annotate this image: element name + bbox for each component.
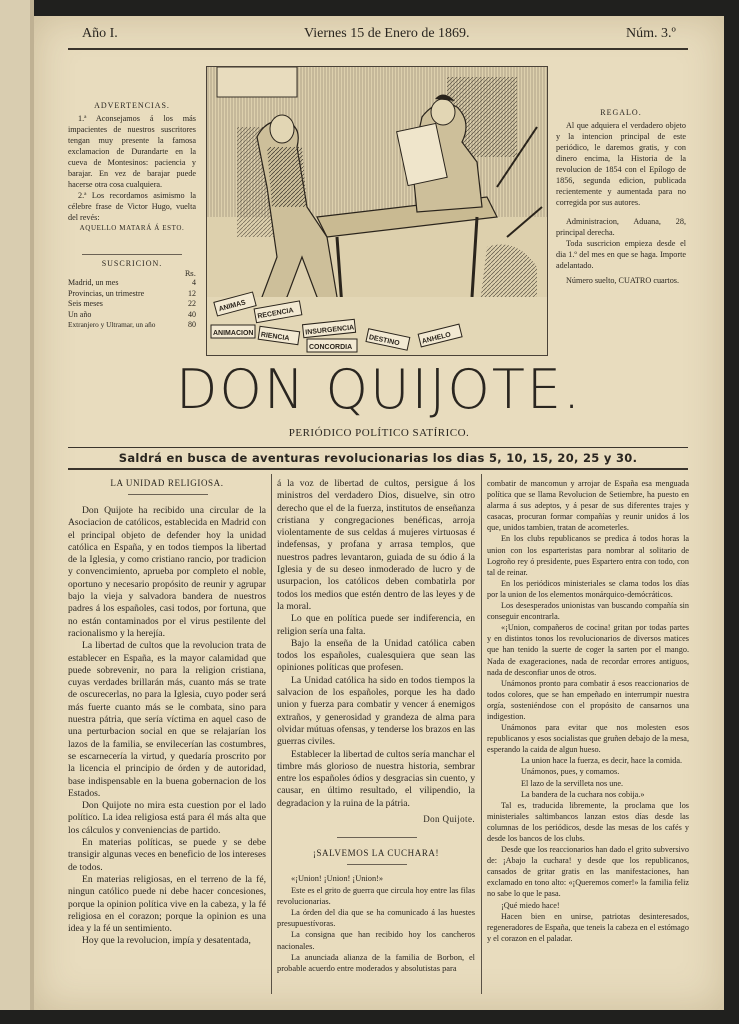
article-column-2 bbox=[277, 478, 475, 974]
paragraph: ¡Qué miedo hace! bbox=[501, 900, 560, 910]
paragraph: Este es el grito de guerra que circula hoy entre las filas revolucionarias. bbox=[277, 885, 475, 906]
illustration-sign: ANIMAS bbox=[218, 299, 247, 314]
administracion-address: Administracion, Aduana, 28, principal derecha. bbox=[556, 217, 686, 237]
regalo-description: Al que adquiera el verdadero objeto y la intencion principal de este periódico, le daremos gratis, y con dinero encima, la Historia de la revolucion de 1854 con el Epílogo de 1856, segunda edicion, publicada recientemente y aumentada para no corregida por sus autores. bbox=[556, 121, 686, 207]
illustration-sign: RECENCIA bbox=[256, 307, 295, 321]
paragraph: combatir de mancomun y arrojar de España esa menguada política que se llama Revolucion de Setiembre, ha puesto en alarma á sus adeptos, y á pesar de sus diferentes trajes y casacas, procuran formar compañías y reunir unidos á los que, unidos tambien, tratan de acometerles. bbox=[487, 479, 689, 533]
article-signature: Don Quijote. bbox=[423, 814, 475, 825]
advertencia-quote: AQUELLO MATARÁ Á ESTO. bbox=[79, 224, 185, 232]
adjacent-page-edge bbox=[0, 0, 31, 1010]
single-issue-price: Número suelto, CUATRO cuartos. bbox=[566, 276, 680, 285]
paragraph: Hacen bien en unirse, patriotas desinteresados, regeneradores de España, que teneis la cabeza en el estómago y el corazon en el paladar. bbox=[487, 911, 689, 943]
paragraph: El lazo de la servilleta nos une. bbox=[521, 778, 624, 788]
banner-top-rule bbox=[68, 447, 688, 448]
paragraph: Hoy que la revolucion, impía y desatentada, bbox=[82, 935, 251, 947]
year-label: Año I. bbox=[82, 26, 118, 41]
left-box-divider bbox=[82, 254, 182, 255]
article-column-3 bbox=[487, 478, 689, 944]
advertencia-item-2: 2.ª Los recordamos asimismo la célebre frase de Victor Hugo, vuelta del revés: bbox=[68, 191, 196, 222]
cuchara-article-body bbox=[277, 873, 475, 974]
paragraph: En los clubs republicanos se predica á todos horas la union con los esparteristas para nombrar al solitario de Logroño rey ó presidente, pues Espartero entra con todo, con tal de reinar. bbox=[487, 534, 689, 577]
regalo-heading: REGALO. bbox=[600, 108, 642, 117]
illustration-sign: RIENCIA bbox=[260, 331, 290, 343]
paragraph: Unámonos, pues, y comamos. bbox=[521, 767, 620, 777]
currency-label: Rs. bbox=[184, 270, 196, 278]
column-rule-2 bbox=[481, 474, 482, 994]
illustration-sign: DESTINO bbox=[368, 334, 401, 348]
heading-underline bbox=[128, 494, 208, 495]
paragraph: á la voz de libertad de cultos, persigue á los ministros del verdadero Dios, disuelve, sin otro derecho que el de la fuerza, institutos de enseñanza cristiana y congregaciones benéficas, arroja violentamente de sus celdas á mujeres virtuosas é indefensas, y profana y arrasa templos, que nuestros padres levantaron, guiada de su ódio á la Iglesia y de su deseo inmoderado de lucro y de usurpacion, los católicos deben combatirla por todos los medios que estén dentro de las leyes y de la moral. bbox=[277, 478, 475, 612]
paragraph: La bandera de la cuchara nos cobija.» bbox=[521, 789, 645, 799]
paragraph: Tal es, traducida libremente, la proclama que los ministeriales saltimbancos lanzan estos días desde las columnas de los periódicos, desde las mesas de los cafés y desde los bancos de los clubs. bbox=[487, 800, 689, 843]
paragraph: La órden del dia que se ha comunicado á las huestes presupuestívoras. bbox=[277, 907, 475, 929]
publication-schedule-banner: Saldrá en busca de aventuras revolucionarias los dias 5, 10, 15, 20, 25 y 30. bbox=[118, 451, 638, 465]
advertencia-item-1: 1.ª Aconsejamos á los más impacientes de nuestros suscritores tengan muy presente la famosa exclamacion de Durandarte en la cueva de Montesinos: paciencia y barajar. En vez de barajar puede hacerse otra cosa cualquiera. bbox=[68, 114, 196, 189]
price-row: Seis meses 22 bbox=[68, 299, 196, 308]
paragraph: Los desesperados unionistas van buscando compañía sin conseguir encontrarla. bbox=[487, 601, 689, 622]
suscricion-terms: Toda suscricion empieza desde el dia 1.º del mes en que se haga. Importe adelantado. bbox=[556, 239, 686, 270]
paragraph: En materias religiosas, en el terreno de la fé, ningun católico puede ni debe hacer concesiones, porque la opinion política vive en la cabeza, y la fé religiosa en el corazon; porque la opinion es una idea y la fé un sentimiento. bbox=[68, 873, 266, 935]
masthead-top-rule bbox=[68, 48, 688, 50]
cuchara-article-continued bbox=[487, 478, 689, 944]
masthead-illustration bbox=[206, 66, 548, 356]
article-heading-salvemos-la-cuchara: ¡SALVEMOS LA CUCHARA! bbox=[312, 848, 440, 859]
paragraph: La libertad de cultos que la revolucion trata de establecer en España, es la mayor calamidad que puede sobrevenir, no para la religion cristiana, cuyas verdades brillarán más, cuanto más se trate de oscurecerlas, no para la Iglesia, cuyo poder será más fuerte cuanto más se le combata, sino para nuestra pátria, que sería víctima en aquel caso de una perturbacion social en que se relajarían los lazos de la familia, se envilecerían las costumbres, se escarnecería la virtud, y quedaría proscrito por la licencia el principio de órden y de autoridad, base indispensable en la buena gobernacion de los Estados. bbox=[68, 640, 266, 799]
paragraph: Unámonos pronto para combatir á esos reaccionarios de todos colores, que se han empeñado en interrumpir nuestra orgía, sosteniéndose con el propósito de cansarnos una indigestion. bbox=[487, 678, 689, 721]
paragraph: «¡Union! ¡Union! ¡Union!» bbox=[291, 874, 384, 884]
advertencias-heading: ADVERTENCIAS. bbox=[94, 101, 170, 110]
issue-date: Viernes 15 de Enero de 1869. bbox=[304, 26, 470, 41]
regalo-box bbox=[556, 108, 686, 286]
issue-number: Núm. 3.º bbox=[626, 26, 676, 41]
paragraph: La consigna que han recibido hoy los cancheros nacionales. bbox=[277, 930, 475, 951]
illustration-sign: CONCORDIA bbox=[309, 344, 353, 351]
paragraph: Desde que los reaccionarios han dado el grito subversivo de: ¡Abajo la cuchara! y desde que los republicanos, cansados de gritar gratis en las manifestaciones, han exclamado en tono alto: «¡Queremos comer!» la familia feliz no sabe lo que le pasa. bbox=[487, 845, 689, 899]
price-row: Un año 40 bbox=[68, 309, 196, 319]
paragraph: Unámonos para evitar que nos molesten esos republicanos y esos socialistas que gruñen debajo de la mesa, esperando la caida de algun hueso. bbox=[487, 723, 689, 755]
paragraph: La Unidad católica ha sido en todos tiempos la salvacion de los españoles, porque les ha dado union y fuerza para combatir y vencer á enemigos extraños, y generosidad y grandeza de alma para olvidar mútuas ofensas, y tenderse los brazos en las guerras civiles. bbox=[277, 674, 475, 748]
paragraph: Establecer la libertad de cultos sería manchar el timbre más glorioso de nuestra historia, sembrar entre los españoles ódios y desgracias sin cuento, y causar, en último resultado, el vilipendio, la degradacion y la ruina de la pátria. bbox=[277, 748, 475, 809]
paragraph: Bajo la enseña de la Unidad católica caben todos los españoles, cualesquiera que sean las opiniones políticas que profesen. bbox=[277, 637, 475, 674]
price-row: Extranjero y Ultramar, un año 80 bbox=[68, 320, 196, 329]
article-body bbox=[68, 505, 266, 948]
paragraph: Don Quijote ha recibido una circular de la Asociacion de católicos, establecida en Madrid con el principal objeto de defender hoy la unidad católica en España, y en todos tiempos la libertad de la Iglesia, y como cristiano rancio, por tradicion y convencimiento, aprueba por completo el noble, oportuno y necesario propósito de reunir y agrupar bajo la vieja y salvadora bandera de nuestros padres á los españoles, casi todos, por fortuna, que no están contaminados por el virus pestilente del racionalismo y la herejía. bbox=[68, 505, 266, 639]
paragraph: «¡Union, compañeros de cocina! gritan por todas partes y en distintos tonos los revolucionarios de diversos matices que han tenido la suerte de coger la sarten por el mango. Nada de exageraciones, nada de recordar errores antiguos, nada de desconfiar unos de otros. bbox=[487, 623, 689, 677]
newspaper-subtitle: PERIÓDICO POLÍTICO SATÍRICO. bbox=[288, 427, 470, 439]
section-divider bbox=[337, 837, 417, 838]
suscricion-heading: SUSCRICION. bbox=[101, 259, 163, 268]
paragraph: En materias políticas, se puede y se debe transigir algunas veces en beneficio de los intereses de todos. bbox=[68, 837, 266, 873]
column-rule-1 bbox=[271, 474, 272, 994]
article-column-1 bbox=[68, 478, 266, 948]
quijote-engraving-image bbox=[207, 67, 547, 355]
article-body-continued bbox=[277, 478, 475, 825]
illustration-sign: INSURGENCIA bbox=[305, 324, 355, 337]
paragraph: La union hace la fuerza, es decir, hace la comida. bbox=[521, 756, 683, 766]
newspaper-title: DON QUIJOTE. bbox=[175, 358, 583, 421]
illustration-sign: ANHELO bbox=[421, 331, 452, 346]
illustration-sign: ANIMACION bbox=[213, 330, 254, 337]
suscricion-table bbox=[68, 278, 196, 331]
heading-underline bbox=[347, 864, 407, 865]
advertencias-box bbox=[68, 101, 196, 234]
advertencias-text bbox=[68, 113, 196, 234]
banner-bottom-rule bbox=[68, 468, 688, 470]
newspaper-page bbox=[34, 16, 724, 1010]
suscricion-box bbox=[68, 259, 196, 331]
paragraph: Lo que en política puede ser indiferencia, en religion sería una falta. bbox=[277, 613, 475, 637]
paragraph: En los periódicos ministeriales se clama todos los días por la union de los elementos monárquico-demócráticos. bbox=[487, 578, 689, 599]
article-heading-unidad-religiosa: LA UNIDAD RELIGIOSA. bbox=[110, 478, 224, 488]
paragraph: Don Quijote no mira esta cuestion por el lado político. La idea religiosa está para él más alta que los cálculos y conveniencias de partido. bbox=[68, 800, 266, 836]
paragraph: La anunciada alianza de la familia de Borbon, el probable acuerdo entre moderados y absolutistas para bbox=[277, 952, 475, 973]
regalo-text bbox=[556, 120, 686, 286]
price-row: Madrid, un mes 4 bbox=[68, 278, 196, 287]
price-row: Provincias, un trimestre 12 bbox=[68, 288, 196, 298]
